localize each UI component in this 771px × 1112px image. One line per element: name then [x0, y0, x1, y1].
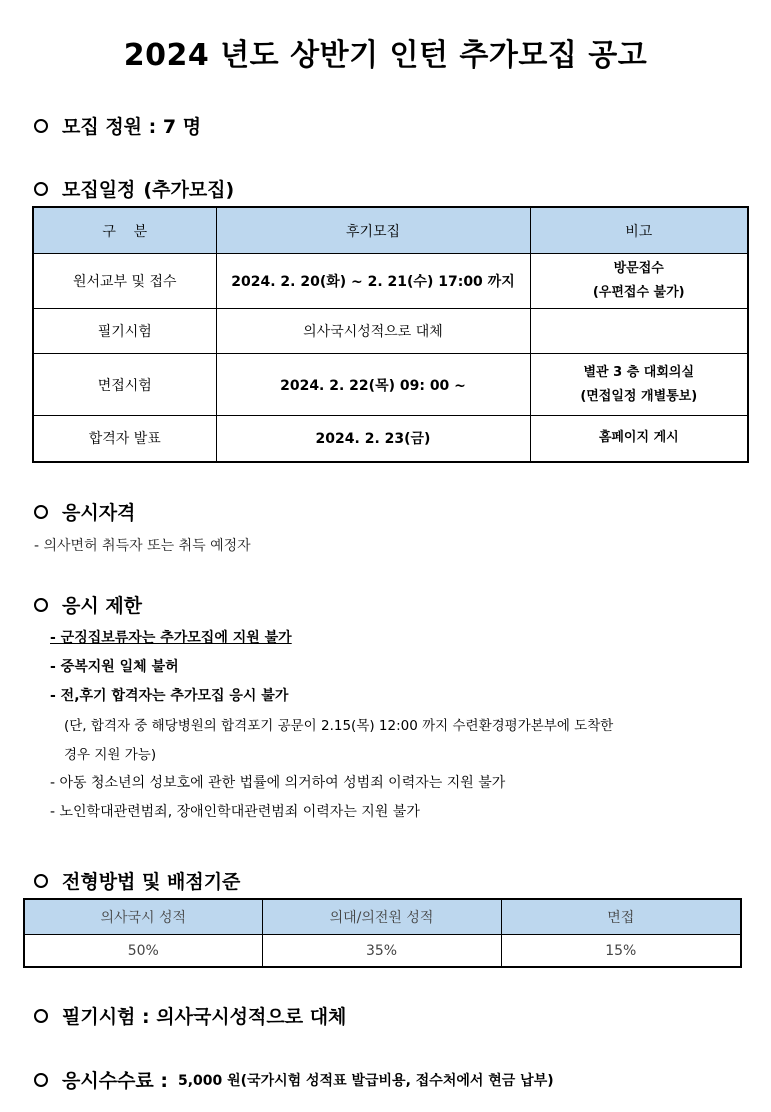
circle-bullet-icon — [34, 505, 48, 519]
restriction-item: - 아동 청소년의 성보호에 관한 법률에 의거하여 성범죄 이력자는 지원 불가 — [50, 775, 506, 791]
section-qualification — [34, 498, 135, 525]
value-cell: 35% — [262, 935, 501, 968]
qualification-heading: 응시자격 — [62, 502, 136, 524]
value-cell: 15% — [501, 935, 741, 968]
date-cell: 2024. 2. 22(목) 09: 00 ~ — [216, 354, 530, 416]
header-cell: 후기모집 — [216, 207, 530, 254]
table-row — [33, 354, 748, 416]
header-cell: 의사국시 성적 — [24, 899, 262, 935]
written-exam-text: 필기시험 : 의사국시성적으로 대체 — [62, 1006, 347, 1028]
page-title: 2024 년도 상반기 인턴 추가모집 공고 — [123, 38, 648, 73]
fee-label: 응시수수료 : — [62, 1070, 168, 1092]
date-cell: 의사국시성적으로 대체 — [216, 309, 530, 354]
note-line: 방문접수 — [613, 261, 664, 276]
circle-bullet-icon — [34, 598, 48, 612]
table-header-row — [24, 899, 741, 935]
evaluation-heading: 전형방법 및 배점기준 — [62, 871, 241, 893]
header-cell: 비고 — [530, 207, 748, 254]
circle-bullet-icon — [34, 1009, 48, 1023]
restriction-item: - 군징집보류자는 추가모집에 지원 불가 — [50, 630, 292, 646]
schedule-table — [32, 206, 749, 463]
circle-bullet-icon — [34, 182, 48, 196]
item-cell: 면접시험 — [33, 354, 216, 416]
circle-bullet-icon — [34, 874, 48, 888]
schedule-heading-sub: (추가모집) — [143, 179, 235, 201]
note-cell — [530, 354, 748, 416]
value-cell: 50% — [24, 935, 262, 968]
restriction-note: 경우 지원 가능) — [64, 747, 157, 763]
note-line: 별관 3 층 대회의실 — [583, 364, 695, 380]
table-row — [24, 935, 741, 968]
section-fee — [34, 1066, 554, 1093]
note-cell — [530, 254, 748, 309]
item-cell: 필기시험 — [33, 309, 216, 354]
section-restriction — [34, 591, 142, 618]
restriction-item: - 노인학대관련범죄, 장애인학대관련범죄 이력자는 지원 불가 — [50, 804, 420, 820]
section-written-exam — [34, 1002, 346, 1029]
date-cell: 2024. 2. 20(화) ~ 2. 21(수) 17:00 까지 — [216, 254, 530, 309]
evaluation-table — [23, 898, 742, 968]
item-cell: 원서교부 및 접수 — [33, 254, 216, 309]
note-line: (우편접수 불가) — [592, 285, 685, 300]
section-quota — [34, 112, 201, 139]
restriction-note: (단, 합격자 중 해당병원의 합격포기 공문이 2.15(목) 12:00 까지 수련환경평가본부에 도착한 — [64, 718, 614, 734]
restriction-item: - 전,후기 합격자는 추가모집 응시 불가 — [50, 688, 289, 704]
date-cell: 2024. 2. 23(금) — [216, 416, 530, 462]
header-cell: 구 분 — [33, 207, 216, 254]
quota-text: 모집 정원 : 7 명 — [62, 116, 202, 138]
table-row — [33, 309, 748, 354]
header-cell: 의대/의전원 성적 — [262, 899, 501, 935]
restriction-heading: 응시 제한 — [62, 595, 143, 617]
fee-detail: 5,000 원(국가시험 성적표 발급비용, 접수처에서 현금 납부) — [177, 1072, 554, 1089]
restriction-item: - 중복지원 일체 불허 — [50, 659, 179, 675]
schedule-heading: 모집일정 — [62, 179, 136, 201]
section-evaluation — [34, 867, 240, 894]
item-cell: 합격자 발표 — [33, 416, 216, 462]
note-cell: 홈페이지 게시 — [530, 416, 748, 462]
table-row — [33, 254, 748, 309]
section-schedule — [34, 175, 234, 202]
table-row — [33, 416, 748, 462]
note-cell — [530, 309, 748, 354]
qualification-text: - 의사면허 취득자 또는 취득 예정자 — [34, 538, 251, 554]
circle-bullet-icon — [34, 1073, 48, 1087]
circle-bullet-icon — [34, 119, 48, 133]
table-header-row — [33, 207, 748, 254]
note-line: (면접일정 개별통보) — [580, 388, 698, 404]
header-cell: 면접 — [501, 899, 741, 935]
